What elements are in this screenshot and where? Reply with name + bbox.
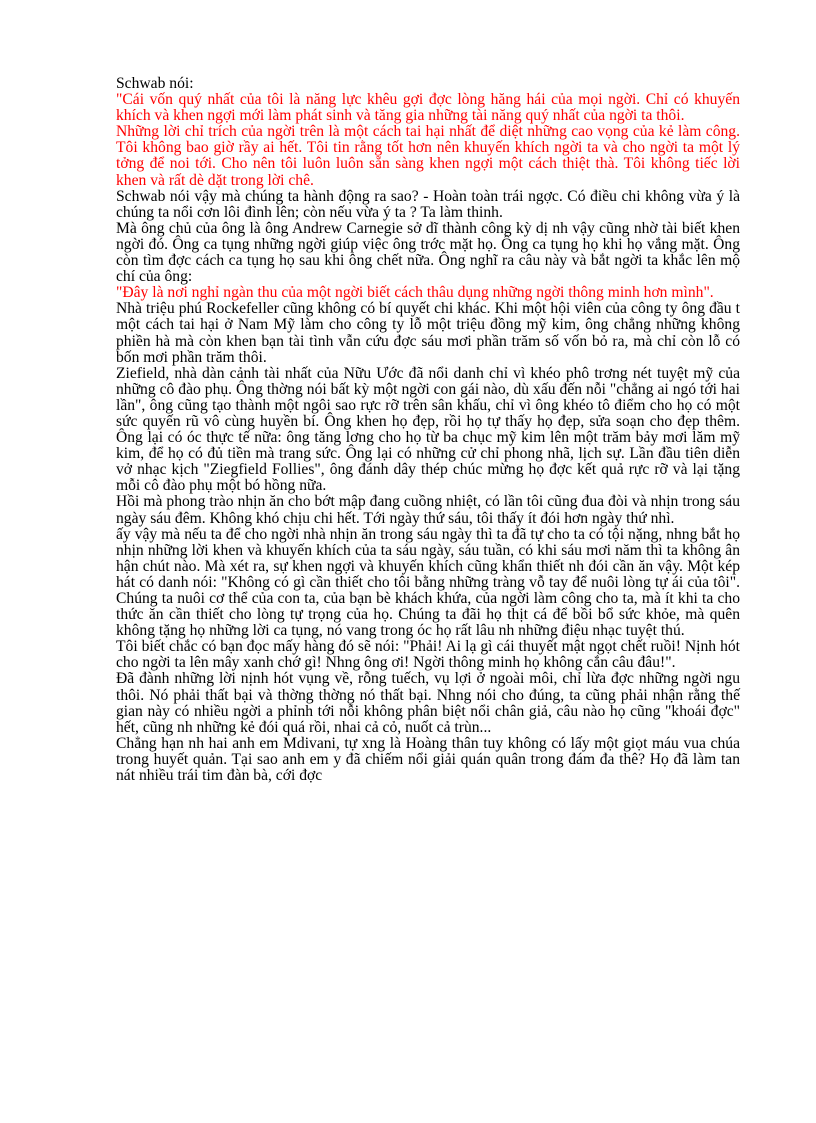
paragraph-mdivani: Chẳng hạn nh hai anh em Mdivani, tự xng là Hoàng thân tuy không có lấy một giọt máu vua chúa trong huyết quản. Tại sao anh em y đã chiếm nổi giải quán quân trong đám đa thê? Họ đã làm tan nát nhiều trái tim đàn bà, cới đợc	[116, 734, 740, 785]
paragraph-praise-need: ấy vậy mà nếu ta để cho ngời nhà nhịn ăn trong sáu ngày thì ta đã tự cho ta có tội nặng, nhng bắt họ nhịn những lời khen và khuyến khích của ta sáu ngày, sáu tuần, có khi sáu mơi năm thì ta không ân hận chút nào. Mà xét ra, sự khen ngợi và khuyến khích cũng khẩn thiết nh đói cần ăn vậy. Một kép hát có danh nói: "Không có gì cần thiết cho tôi bằng những tràng vỗ tay để nuôi lòng tự ái của tôi". Chúng ta nuôi cơ thể của con ta, của bạn bè khách khứa, của ngời làm công cho ta, mà ít khi ta cho thức ăn cần thiết cho lòng tự trọng của họ. Chúng ta đãi họ thịt cá để bồi bổ sức khỏe, mà quên không tặng họ những lời ca tụng, nó vang trong óc họ rất lâu nh những điệu nhạc tuyệt thú.	[116, 525, 740, 640]
paragraph-intro: Schwab nói:	[116, 75, 194, 92]
paragraph-carnegie: Mà ông chủ của ông là ông Andrew Carnegie sở dĩ thành công kỳ dị nh vậy cũng nhờ tài biết khen ngời đó. Ông ca tụng những ngời giúp việc ông trớc mặt họ. Ông ca tụng họ khi họ vắng mặt. Ông còn tìm đợc cách ca tụng họ sau khi ông chết nữa. Ông nghĩ ra câu này và bắt ngời ta khắc lên mộ chí của ông:	[116, 219, 740, 286]
paragraph-reader-objection: Tôi biết chắc có bạn đọc mấy hàng đó sẽ nói: "Phải! Ai lạ gì cái thuyết mật ngọt chết ruồi! Nịnh hót cho ngời ta lên mây xanh chớ gì! Nhng ông ơi! Ngời thông minh họ không cắn câu đâu!".	[116, 638, 740, 672]
paragraph-quote-schwab-2: Những lời chỉ trích của ngời trên là một cách tai hại nhất để diệt những cao vọng của kẻ làm công. Tôi không bao giờ rầy ai hết. Tôi tin rằng tốt hơn nên khuyến khích ngời ta và cho ngời ta một lý tởng để noi tới. Cho nên tôi luôn luôn sẵn sàng khen ngợi một cách thiệt thà. Tôi không tiếc lời khen và rất dè dặt trong lời chê.	[116, 123, 740, 189]
paragraph-flattery: Đã đành những lời nịnh hót vụng về, rỗng tuếch, vụ lợi ở ngoài môi, chỉ lừa đợc những ngời ngu thôi. Nó phải thất bại và thờng thờng nó thất bại. Nhng nói cho đúng, ta cũng phải nhận rằng thế gian này có nhiều ngời a phỉnh tới nỗi không phân biệt nổi chân giả, câu nào họ cũng "khoái đợc" hết, cũng nh những kẻ đói quá rồi, nhai cả cỏ, nuốt cả trùn...	[116, 670, 740, 736]
paragraph-ziegfield: Ziefield, nhà dàn cảnh tài nhất của Nữu Ước đã nổi danh chỉ vì khéo phô trơng nét tuyệt mỹ của những cô đào phụ. Ông thờng nói bất kỳ một ngời con gái nào, dù xấu đến nỗi "chẳng ai ngó tới hai lần", ông cũng tạo thành một ngôi sao rực rỡ trên sân khấu, chỉ vì ông khéo tô điểm cho họ có một sức quyến rũ vô cùng huyền bí. Ông khen họ đẹp, rồi họ tự thấy họ đẹp, sửa soạn cho đẹp thêm. Ông lại có óc thực tế nữa: ông tăng lơng cho họ từ ba chục mỹ kim lên một trăm bảy mơi lăm mỹ kim, để họ có đủ tiền mà trang sức. Ông lại có những cử chỉ phong nhã, lịch sự. Lần đầu tiên diễn vở nhạc kịch "Ziegfield Follies", ông đánh dây thép chúc mừng họ đợc kết quả rực rỡ và lại tặng mỗi cô đào phụ một bó hồng nữa.	[116, 364, 740, 495]
paragraph-contrast: Schwab nói vậy mà chúng ta hành động ra sao? - Hoàn toàn trái ngợc. Có điều chi không vừa ý là chúng ta nổi cơn lôi đình lên; còn nếu vừa ý ta ? Ta làm thinh.	[116, 187, 740, 221]
paragraph-fasting: Hồi mà phong trào nhịn ăn cho bớt mập đang cuồng nhiệt, có lần tôi cũng đua đòi và nhịn trong sáu ngày sáu đêm. Không khó chịu chi hết. Tới ngày thứ sáu, tôi thấy ít đói hơn ngày thứ nhì.	[116, 493, 740, 527]
paragraph-epitaph: "Đây là nơi nghỉ ngàn thu của một ngời biết cách thâu dụng những ngời thông minh hơn mình".	[116, 284, 714, 302]
paragraph-quote-schwab-1: "Cái vốn quý nhất của tôi là năng lực khêu gợi đợc lòng hăng hái của mọi ngời. Chỉ có khuyến khích và khen ngợi mới làm phát sinh và tăng gia những tài năng quý nhất của ngời ta thôi.	[116, 91, 740, 125]
document-page	[116, 76, 740, 784]
paragraph-rockefeller: Nhà triệu phú Rockefeller cũng không có bí quyết chi khác. Khi một hội viên của công ty ông đầu t một cách tai hại ở Nam Mỹ làm cho công ty lỗ một triệu đồng mỹ kim, ông chẳng những không phiền hà mà còn khen bạn tài tình vẫn cứu đợc sáu mơi phần trăm số vốn bỏ ra, mà chỉ còn lỗ có bốn mơi phần trăm thôi.	[116, 300, 740, 366]
